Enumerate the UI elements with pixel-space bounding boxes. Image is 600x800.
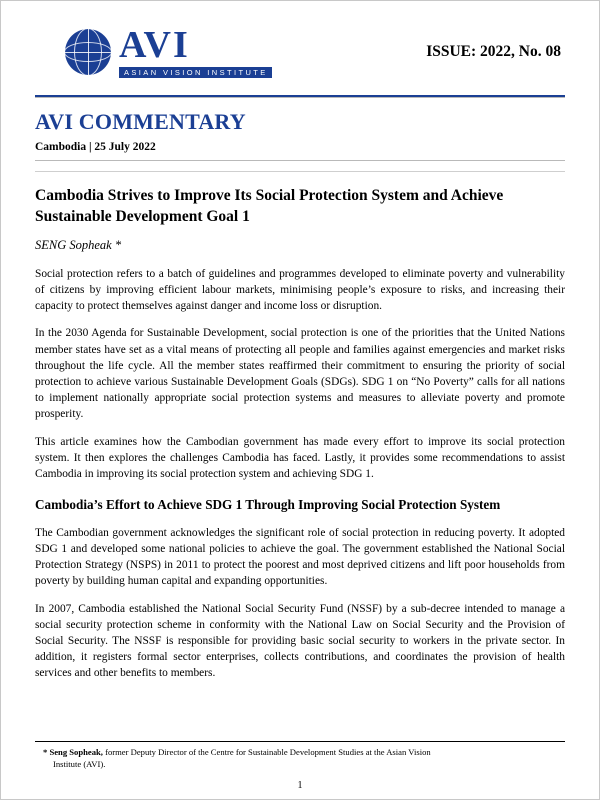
footnote-text: former Deputy Director of the Centre for Sustainable Development Studies at the Asian Vision [102, 747, 431, 758]
title-divider [35, 171, 565, 172]
footnote-area [35, 741, 565, 771]
body-paragraph: In 2007, Cambodia established the National Social Security Fund (NSSF) by a sub-decree intended to manage a social security protection scheme in conformity with the National Law on Social Security and the Provision of Social Security. The NSSF is responsible for providing basic social security to workers in the private sector. In addition, it registers formal sector enterprises, collects contributions, and coordinates the provision of health services and other benefits to members. [35, 602, 565, 680]
footnote-rule [35, 741, 565, 742]
section-heading: Cambodia’s Effort to Achieve SDG 1 Through Improving Social Protection System [35, 497, 501, 513]
header-rule-thin [35, 97, 565, 98]
avi-logo [65, 23, 272, 79]
masthead [35, 15, 565, 89]
brand-subtitle: ASIAN VISION INSTITUTE [119, 67, 272, 79]
body-paragraph: Social protection refers to a batch of guidelines and programmes developed to eliminate poverty and vulnerability of citizens by improving efficient labour markets, minimising people’s exposure to risks, and increasing their capacity to protect themselves against danger and income loss or disruption. [35, 267, 565, 313]
body-paragraph: This article examines how the Cambodian government has made every effort to improve its social protection system. It then explores the challenges Cambodia has faced. Lastly, it provides some recommendations to assist Cambodia in improving its social protection system and achieving SDG 1. [35, 435, 565, 480]
issue-label: ISSUE: 2022, No. 08 [426, 43, 561, 60]
brand-text [119, 23, 272, 79]
footnote-author-name: * Seng Sopheak, [43, 747, 103, 758]
globe-icon [65, 29, 111, 75]
dateline-rule [35, 160, 565, 161]
footnote-text-line2: Institute (AVI). [53, 759, 106, 770]
publication-title: AVI COMMENTARY [35, 109, 246, 134]
brand-name: AVI [119, 23, 190, 66]
page-title: Cambodia Strives to Improve Its Social Protection System and Achieve Sustainable Development Goal 1 [35, 187, 504, 225]
body-paragraph: In the 2030 Agenda for Sustainable Development, social protection is one of the priorities that the United Nations member states have set as a vital means of protecting all people and families against emergencies and market risks throughout the life cycle. All the member states reaffirmed their commitment to ensuring the priority of social protection to achieve various Sustainable Development Goals (SDGs). SDG 1 on “No Poverty” calls for all nations to implement nationally appropriate social protection systems and measures to alleviate poverty and promote prosperity. [35, 327, 565, 421]
author-byline: SENG Sopheak * [35, 237, 122, 252]
body-paragraph: The Cambodian government acknowledges the significant role of social protection in reducing poverty. It adopted SDG 1 and developed some national policies to achieve the goal. The government established the National Social Protection Strategy (NSPS) in 2011 to protect the poorest and most deprived citizens and lift poor households from poverty by building human capital and expanding opportunities. [35, 526, 565, 588]
page-number: 1 [297, 780, 303, 791]
footnote [35, 747, 565, 771]
dateline: Cambodia | 25 July 2022 [35, 141, 156, 153]
